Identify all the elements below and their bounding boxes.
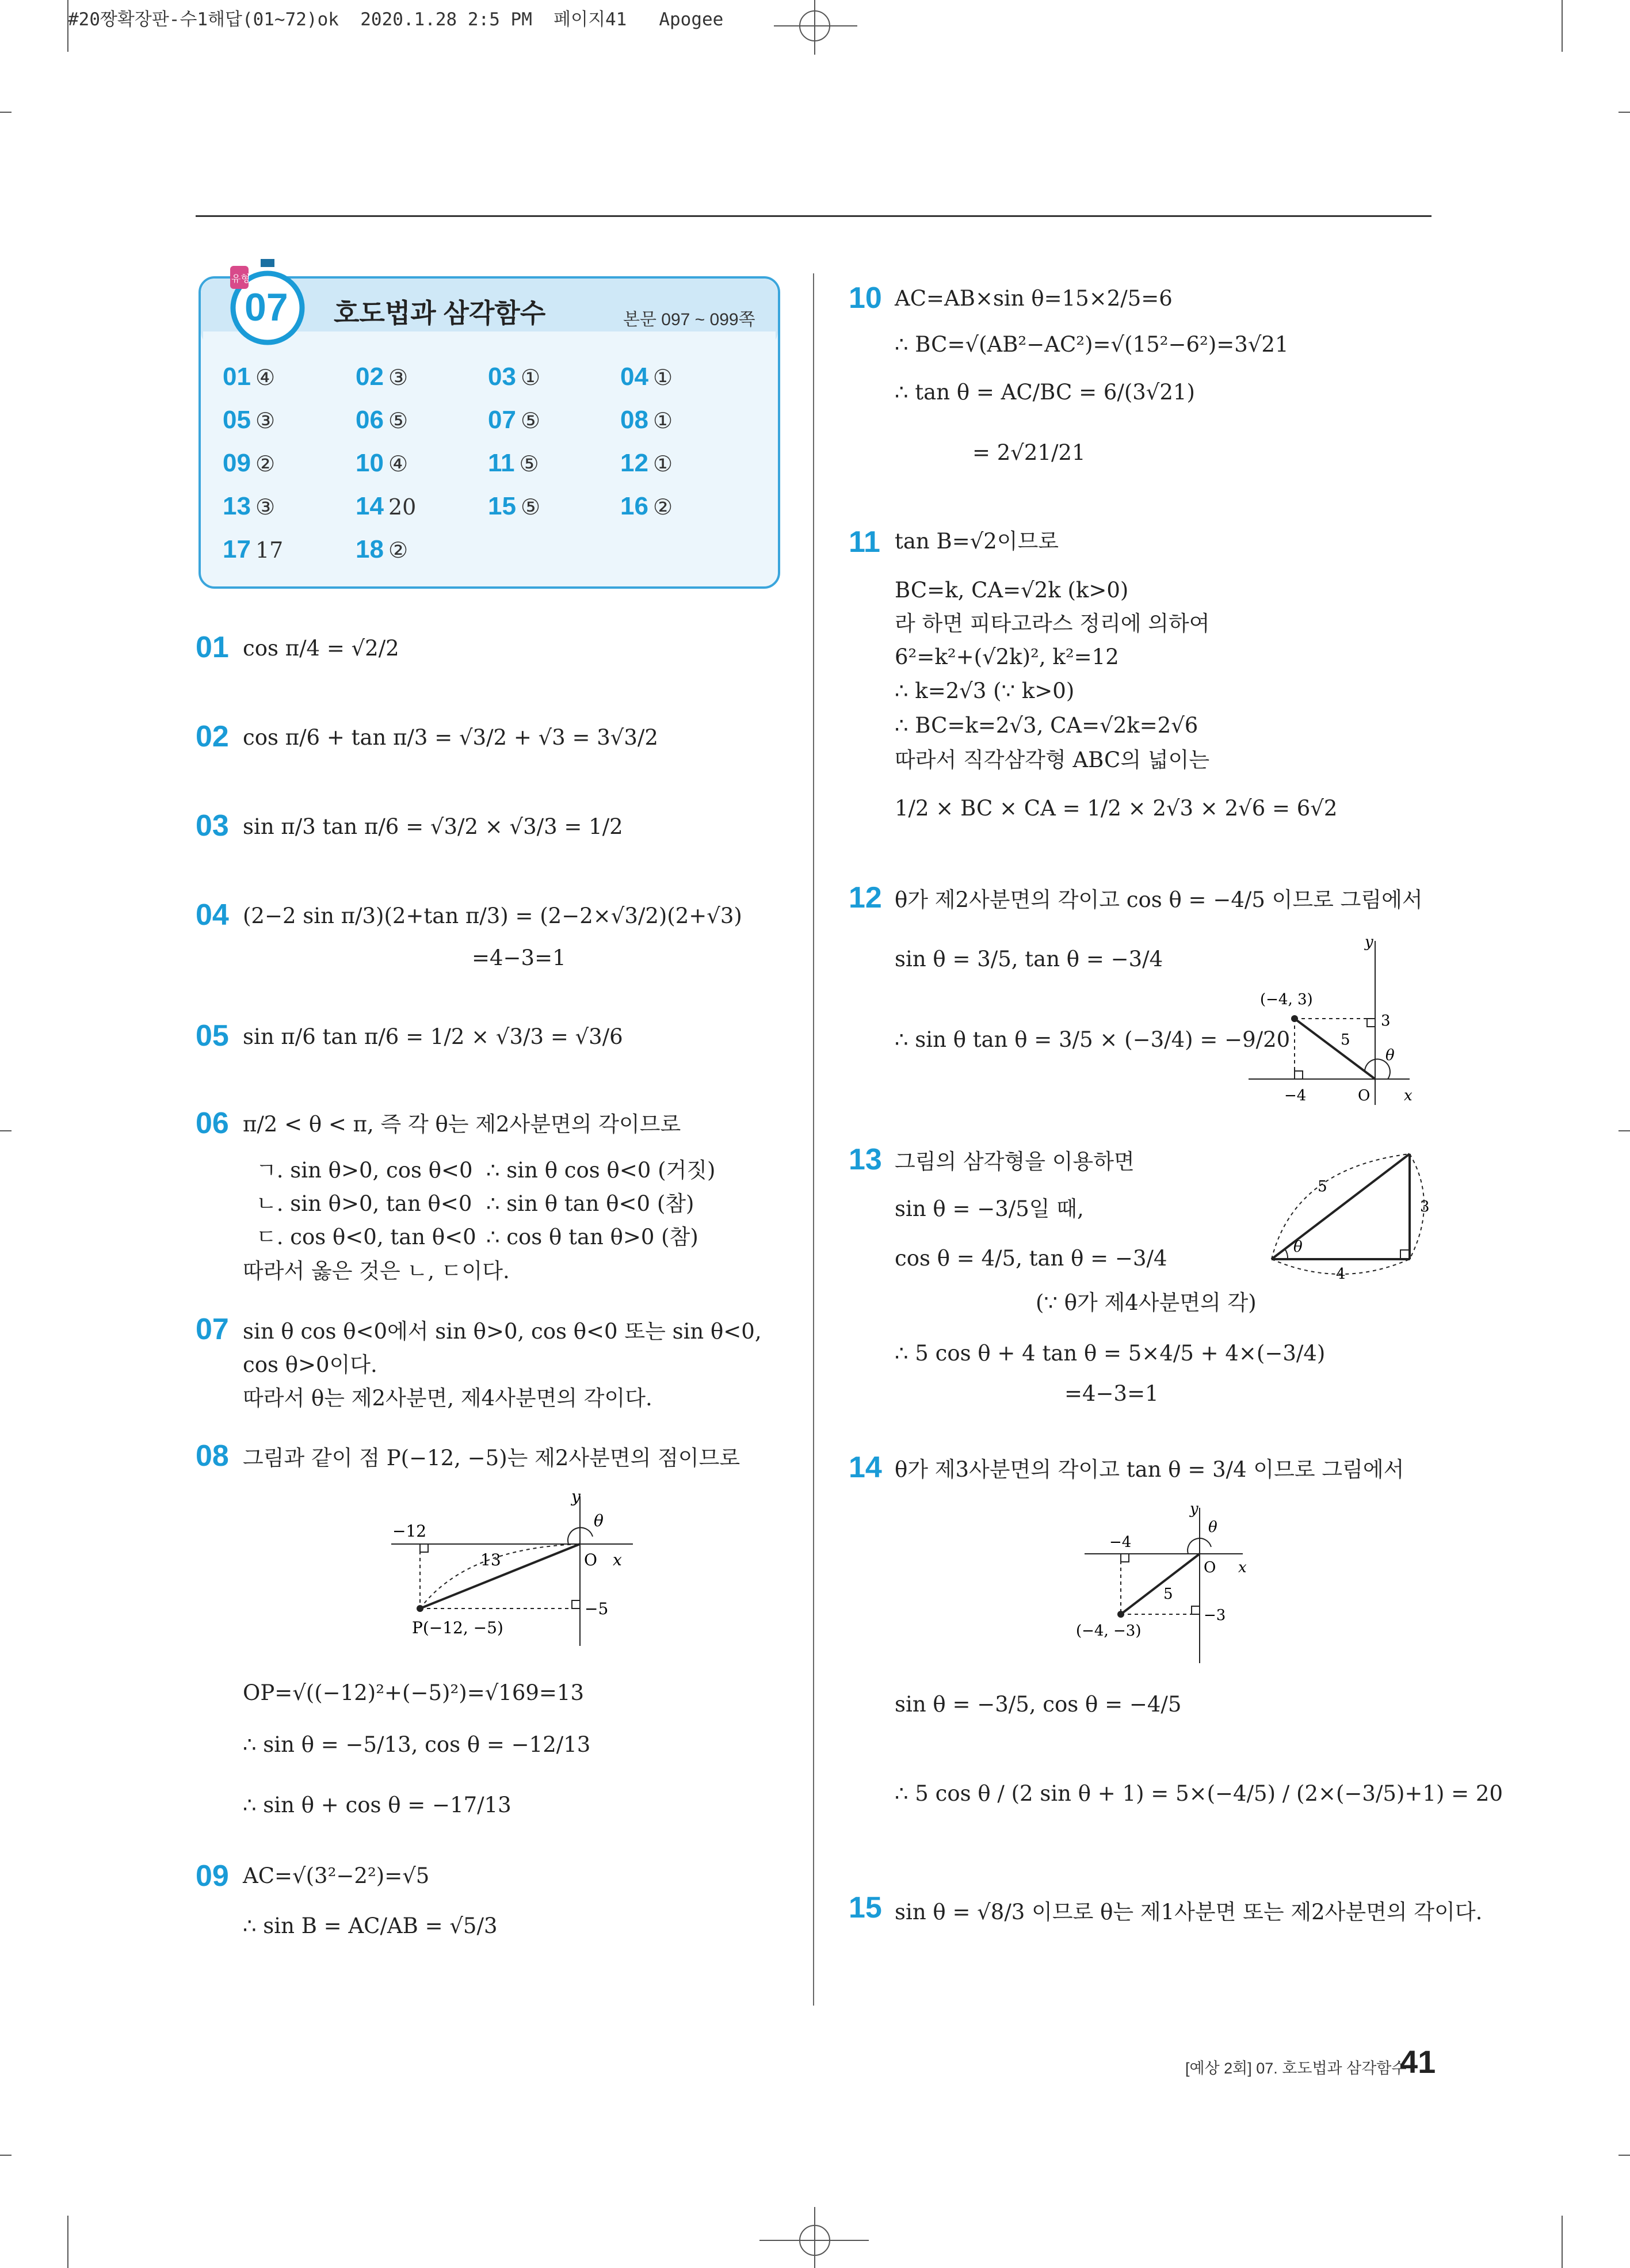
fig-p: P(−12, −5) bbox=[412, 1618, 503, 1637]
solution-line: BC=k, CA=√2k (k>0) bbox=[895, 578, 1129, 603]
problem-number: 10 bbox=[849, 281, 882, 315]
solution-line: tan B=√2이므로 bbox=[895, 529, 1059, 554]
footer-label: [예상 2회] 07. 호도법과 삼각함수 bbox=[1185, 2060, 1407, 2077]
solution-line: sin θ = −3/5, cos θ = −4/5 bbox=[895, 1692, 1182, 1717]
problem-number: 12 bbox=[849, 881, 882, 914]
solution-line: ∴ sin θ = −5/13, cos θ = −12/13 bbox=[243, 1732, 591, 1757]
answer-18: 18 ② bbox=[356, 535, 409, 563]
problem-number: 13 bbox=[849, 1143, 882, 1176]
fig-m4: −4 bbox=[1109, 1534, 1132, 1551]
problem-number: 01 bbox=[196, 631, 229, 664]
solution-line: OP=√((−12)²+(−5)²)=√169=13 bbox=[243, 1680, 584, 1705]
fig-theta: θ bbox=[1293, 1238, 1303, 1256]
solution-line: =4−3=1 bbox=[1064, 1381, 1159, 1406]
solution-line: 1/2 × BC × CA = 1/2 × 2√3 × 2√6 = 6√2 bbox=[895, 796, 1338, 821]
figure-p14 bbox=[1070, 1496, 1260, 1669]
fig-5: 5 bbox=[1318, 1178, 1327, 1195]
solution-line: ∴ sin θ tan θ<0 (참) bbox=[486, 1191, 694, 1216]
fig-5: 5 bbox=[1163, 1585, 1173, 1603]
problem-number: 09 bbox=[196, 1859, 229, 1893]
solution-line: ∴ cos θ tan θ>0 (참) bbox=[486, 1225, 698, 1249]
answer-16: 16 ② bbox=[620, 492, 673, 520]
answer-03: 03 ① bbox=[488, 363, 541, 391]
fig-13: 13 bbox=[480, 1550, 501, 1569]
answer-11: 11 ⑤ bbox=[488, 449, 539, 477]
fig-y: y bbox=[1190, 1500, 1198, 1518]
solution-line: (∵ θ가 제4사분면의 각) bbox=[1036, 1290, 1257, 1315]
solution-line: sin θ = −3/5일 때, bbox=[895, 1196, 1084, 1221]
solution-line: ∴ BC=√(AB²−AC²)=√(15²−6²)=3√21 bbox=[895, 332, 1289, 357]
page-number: 41 bbox=[1400, 2044, 1436, 2080]
answer-10: 10 ④ bbox=[356, 449, 409, 477]
fig-4: 4 bbox=[1336, 1265, 1346, 1283]
solution-line: ㄷ. cos θ<0, tan θ<0 bbox=[256, 1225, 476, 1249]
solution-line: sin θ cos θ<0에서 sin θ>0, cos θ<0 또는 sin θ<0, bbox=[243, 1319, 762, 1344]
fig-theta: θ bbox=[1208, 1519, 1217, 1536]
solution-line: 그림과 같이 점 P(−12, −5)는 제2사분면의 점이므로 bbox=[243, 1446, 740, 1470]
solution-line: sin θ = √8/3 이므로 θ는 제1사분면 또는 제2사분면의 각이다. bbox=[895, 1900, 1483, 1924]
print-header: #20짱확장판-수1해답(01~72)ok 2020.1.28 2:5 PM 페이지41 Apogee bbox=[68, 9, 724, 30]
problem-number: 07 bbox=[196, 1313, 229, 1346]
solution-line: ∴ k=2√3 (∵ k>0) bbox=[895, 679, 1075, 703]
solution-line: sin θ = 3/5, tan θ = −3/4 bbox=[895, 947, 1163, 971]
problem-number: 03 bbox=[196, 809, 229, 843]
fig-m4: −4 bbox=[1284, 1087, 1307, 1104]
section-title: 호도법과 삼각함수 bbox=[334, 298, 546, 328]
solution-line: =4−3=1 bbox=[472, 946, 566, 970]
fig-m5: −5 bbox=[585, 1599, 609, 1618]
answer-13: 13 ③ bbox=[223, 492, 276, 520]
answer-15: 15 ⑤ bbox=[488, 492, 541, 520]
fig-x: x bbox=[613, 1550, 622, 1569]
solution-line: ∴ 5 cos θ + 4 tan θ = 5×4/5 + 4×(−3/4) bbox=[895, 1341, 1326, 1366]
figure-p08 bbox=[380, 1485, 679, 1657]
answer-01: 01 ④ bbox=[223, 363, 276, 391]
solution-line: (2−2 sin π/3)(2+tan π/3) = (2−2×√3/2)(2+√3) bbox=[243, 904, 742, 928]
fig-o: O bbox=[584, 1550, 597, 1569]
solution-line: 6²=k²+(√2k)², k²=12 bbox=[895, 645, 1119, 669]
solution-line: 따라서 옳은 것은 ㄴ, ㄷ이다. bbox=[243, 1259, 510, 1283]
fig-m3: −3 bbox=[1204, 1607, 1226, 1624]
solution-line: cos θ = 4/5, tan θ = −3/4 bbox=[895, 1246, 1167, 1271]
answer-02: 02 ③ bbox=[356, 363, 409, 391]
fig-o: O bbox=[1358, 1087, 1371, 1104]
solution-line: ∴ tan θ = AC/BC = 6/(3√21) bbox=[895, 380, 1195, 405]
fig-theta: θ bbox=[594, 1511, 604, 1530]
solution-line: 따라서 θ는 제2사분면, 제4사분면의 각이다. bbox=[243, 1386, 652, 1411]
figure-p13 bbox=[1260, 1145, 1438, 1289]
section-pages: 본문 097 ~ 099쪽 bbox=[623, 310, 755, 329]
solution-line: θ가 제2사분면의 각이고 cos θ = −4/5 이므로 그림에서 bbox=[895, 887, 1423, 912]
solution-line: 그림의 삼각형을 이용하면 bbox=[895, 1149, 1135, 1174]
solution-line: ∴ sin θ + cos θ = −17/13 bbox=[243, 1793, 511, 1817]
solution-line: 라 하면 피타고라스 정리에 의하여 bbox=[895, 611, 1210, 636]
fig-x: x bbox=[1238, 1559, 1247, 1576]
answer-07: 07 ⑤ bbox=[488, 406, 541, 434]
fig-o: O bbox=[1204, 1559, 1216, 1576]
figure-p12 bbox=[1237, 932, 1433, 1116]
solution-line: ∴ 5 cos θ / (2 sin θ + 1) = 5×(−4/5) / (2×(−3/5)+1) = 20 bbox=[895, 1781, 1503, 1806]
solution-line: cos π/4 = √2/2 bbox=[243, 636, 399, 661]
solution-line: π/2 < θ < π, 즉 각 θ는 제2사분면의 각이므로 bbox=[243, 1112, 681, 1137]
problem-number: 14 bbox=[849, 1451, 882, 1484]
solution-line: ∴ sin θ tan θ = 3/5 × (−3/4) = −9/20 bbox=[895, 1027, 1291, 1052]
solution-line: AC=AB×sin θ=15×2/5=6 bbox=[895, 286, 1173, 311]
fig-y: y bbox=[571, 1487, 581, 1506]
fig-x: x bbox=[1404, 1087, 1413, 1104]
solution-line: AC=√(3²−2²)=√5 bbox=[243, 1863, 430, 1888]
solution-line: ㄴ. sin θ>0, tan θ<0 bbox=[256, 1191, 472, 1216]
answer-17: 17 17 bbox=[223, 535, 284, 563]
solution-line: ㄱ. sin θ>0, cos θ<0 bbox=[256, 1158, 473, 1183]
answer-14: 14 20 bbox=[356, 492, 417, 520]
solution-line: 따라서 직각삼각형 ABC의 넓이는 bbox=[895, 748, 1210, 772]
answer-12: 12 ① bbox=[620, 449, 673, 477]
solution-line: θ가 제3사분면의 각이고 tan θ = 3/4 이므로 그림에서 bbox=[895, 1457, 1404, 1482]
answer-08: 08 ① bbox=[620, 406, 673, 434]
problem-number: 06 bbox=[196, 1107, 229, 1140]
problem-number: 08 bbox=[196, 1439, 229, 1473]
problem-number: 15 bbox=[849, 1891, 882, 1924]
problem-number: 04 bbox=[196, 898, 229, 932]
problem-number: 02 bbox=[196, 720, 229, 753]
solution-line: cos π/6 + tan π/3 = √3/2 + √3 = 3√3/2 bbox=[243, 725, 658, 750]
fig-y: y bbox=[1365, 933, 1373, 951]
solution-line: ∴ BC=k=2√3, CA=√2k=2√6 bbox=[895, 713, 1198, 738]
fig-pt: (−4, −3) bbox=[1076, 1622, 1142, 1640]
column-divider bbox=[813, 273, 814, 2006]
problem-number: 05 bbox=[196, 1019, 229, 1053]
fig-pt: (−4, 3) bbox=[1260, 991, 1313, 1008]
section-badge-label: 유형 bbox=[231, 273, 250, 284]
solution-line: ∴ sin B = AC/AB = √5/3 bbox=[243, 1913, 498, 1938]
answer-09: 09 ② bbox=[223, 449, 276, 477]
solution-line: sin π/6 tan π/6 = 1/2 × √3/3 = √3/6 bbox=[243, 1024, 623, 1049]
answer-05: 05 ③ bbox=[223, 406, 276, 434]
solution-line: sin π/3 tan π/6 = √3/2 × √3/3 = 1/2 bbox=[243, 814, 623, 839]
fig-m12: −12 bbox=[392, 1522, 427, 1541]
solution-line: ∴ sin θ cos θ<0 (거짓) bbox=[486, 1158, 716, 1183]
fig-3: 3 bbox=[1381, 1012, 1391, 1030]
section-number: 07 bbox=[245, 285, 288, 329]
answer-06: 06 ⑤ bbox=[356, 406, 409, 434]
problem-number: 11 bbox=[849, 525, 880, 559]
solution-line: cos θ>0이다. bbox=[243, 1352, 377, 1377]
fig-theta: θ bbox=[1385, 1047, 1395, 1064]
fig-5: 5 bbox=[1341, 1031, 1350, 1049]
fig-3: 3 bbox=[1420, 1198, 1430, 1215]
solution-line: = 2√21/21 bbox=[972, 440, 1086, 465]
answer-04: 04 ① bbox=[620, 363, 673, 391]
